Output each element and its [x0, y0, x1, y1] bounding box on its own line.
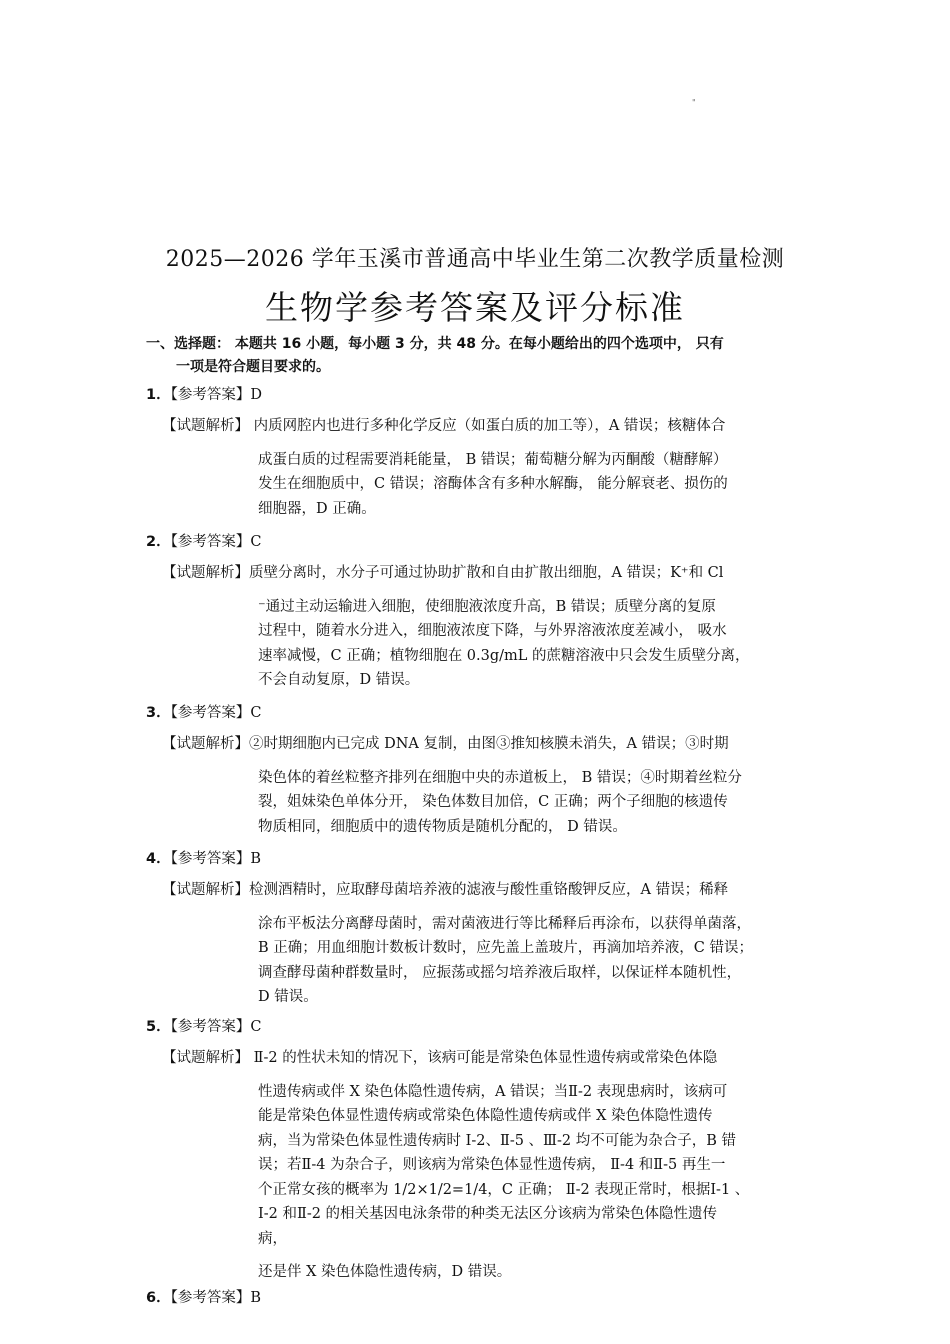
analysis-block	[162, 1046, 802, 1285]
analysis-line: 不会自动复原，D 错误。	[258, 672, 420, 688]
answer-line	[146, 532, 261, 552]
analysis-line: 过程中，随着水分进入，细胞液浓度下降，与外界溶液浓度差减小， 吸水	[258, 623, 727, 639]
document-title: 生物学参考答案及评分标准	[265, 288, 685, 327]
analysis-line: 细胞器，D 正确。	[258, 500, 376, 517]
answer-line	[146, 849, 261, 869]
section-heading-line: 一、选择题： 本题共 16 小题，每小题 3 分，共 48 分。在每小题给出的四个选项中， 只有	[146, 336, 724, 352]
answer-line	[146, 703, 261, 723]
analysis-line: 性遗传病或伴 X 染色体隐性遗传病，A 错误；当Ⅱ-2 表现患病时，该病可	[258, 1083, 728, 1100]
answer-label: 【参考答案】	[170, 387, 251, 403]
analysis-text: 内质网腔内也进行多种化学反应（如蛋白质的加工等），A 错误；核糖体合	[249, 418, 726, 434]
question-number: 5．	[146, 1019, 171, 1035]
answer-value: D	[250, 387, 262, 403]
analysis-line: 调查酵母菌种群数量时， 应振荡或摇匀培养液后取样，以保证样本随机性，	[258, 964, 742, 981]
analysis-line: 能是常染色体显性遗传病或常染色体隐性遗传病或伴 X 染色体隐性遗传	[258, 1108, 713, 1124]
answer-value: B	[250, 1290, 261, 1306]
analysis-line: B 正确；用血细胞计数板计数时，应先盖上盖玻片，再滴加培养液，C 错误；	[258, 940, 753, 956]
exam-title: 2025—2026 学年玉溪市普通高中毕业生第二次教学质量检测	[165, 247, 785, 272]
analysis-line: 速率减慢，C 正确；植物细胞在 0.3g/mL 的蔗糖溶液中只会发生质壁分离，	[258, 647, 750, 664]
analysis-line: 染色体的着丝粒整齐排列在细胞中央的赤道板上， B 错误；④时期着丝粒分	[258, 769, 742, 786]
analysis-text: Ⅱ-2 的性状未知的情况下，该病可能是常染色体显性遗传病或常染色体隐	[249, 1050, 718, 1066]
answer-label: 【参考答案】	[170, 1019, 251, 1035]
question-number: 4．	[146, 851, 171, 867]
analysis-line: D 错误。	[258, 989, 318, 1005]
analysis-label: 【试题解析】	[162, 882, 249, 898]
section-heading	[146, 333, 806, 379]
analysis-line: 物质相同，细胞质中的遗传物质是随机分配的， D 错误。	[258, 818, 627, 835]
analysis-line: 还是伴 X 染色体隐性遗传病，D 错误。	[258, 1264, 512, 1280]
section-heading-line: 一项是符合题目要求的。	[176, 359, 330, 375]
analysis-block	[162, 561, 802, 693]
analysis-line: 个正常女孩的概率为 1/2×1/2=1/4，C 正确； Ⅱ-2 表现正常时，根据Ⅰ-1 、	[258, 1181, 750, 1198]
answer-value: B	[250, 851, 261, 867]
answer-label: 【参考答案】	[170, 851, 251, 867]
analysis-text: 检测酒精时，应取酵母菌培养液的滤液与酸性重铬酸钾反应，A 错误；稀释	[249, 882, 729, 898]
answer-label: 【参考答案】	[170, 705, 251, 721]
answer-label: 【参考答案】	[170, 1290, 251, 1306]
analysis-line: Ⅰ-2 和Ⅱ-2 的相关基因电泳条带的种类无法区分该病为常染色体隐性遗传	[258, 1206, 718, 1222]
analysis-line: 病，当为常染色体显性遗传病时 Ⅰ-2、Ⅱ-5 、Ⅲ-2 均不可能为杂合子，B 错	[258, 1132, 737, 1149]
question-number: 3．	[146, 705, 171, 721]
answer-value: C	[250, 705, 262, 721]
analysis-line: 误；若Ⅱ-4 为杂合子，则该病为常染色体显性遗传病， Ⅱ-4 和Ⅱ-5 再生一	[258, 1157, 726, 1173]
analysis-block	[162, 878, 802, 1010]
answer-line	[146, 385, 262, 405]
analysis-text: ②时期细胞内已完成 DNA 复制，由图③推知核膜未消失，A 错误；③时期	[249, 736, 729, 752]
analysis-line: 裂，姐妹染色单体分开， 染色体数目加倍，C 正确；两个子细胞的核遗传	[258, 794, 728, 810]
analysis-block	[162, 414, 802, 521]
analysis-label: 【试题解析】	[162, 1050, 249, 1066]
answer-label: 【参考答案】	[170, 534, 251, 550]
analysis-text: 质壁分离时，水分子可通过协助扩散和自由扩散出细胞，A 错误；K⁺和 Cl	[249, 565, 724, 581]
question-number: 2．	[146, 534, 171, 550]
analysis-label: 【试题解析】	[162, 565, 249, 581]
page-mark: "	[692, 98, 696, 107]
question-number: 6．	[146, 1290, 171, 1306]
analysis-block	[162, 732, 802, 839]
analysis-label: 【试题解析】	[162, 736, 249, 752]
answer-line	[146, 1288, 261, 1308]
analysis-line: ⁻通过主动运输进入细胞，使细胞液浓度升高，B 错误；质壁分离的复原	[258, 598, 716, 615]
answer-value: C	[250, 1019, 262, 1035]
analysis-line: 病，	[258, 1230, 287, 1247]
answer-line	[146, 1017, 261, 1037]
analysis-line: 发生在细胞质中，C 错误；溶酶体含有多种水解酶， 能分解衰老、损伤的	[258, 476, 728, 492]
question-number: 1．	[146, 387, 171, 403]
analysis-line: 成蛋白质的过程需要消耗能量， B 错误；葡萄糖分解为丙酮酸（糖酵解）	[258, 451, 728, 468]
answer-value: C	[250, 534, 262, 550]
analysis-label: 【试题解析】	[162, 418, 249, 434]
analysis-line: 涂布平板法分离酵母菌时，需对菌液进行等比稀释后再涂布，以获得单菌落，	[258, 915, 751, 932]
